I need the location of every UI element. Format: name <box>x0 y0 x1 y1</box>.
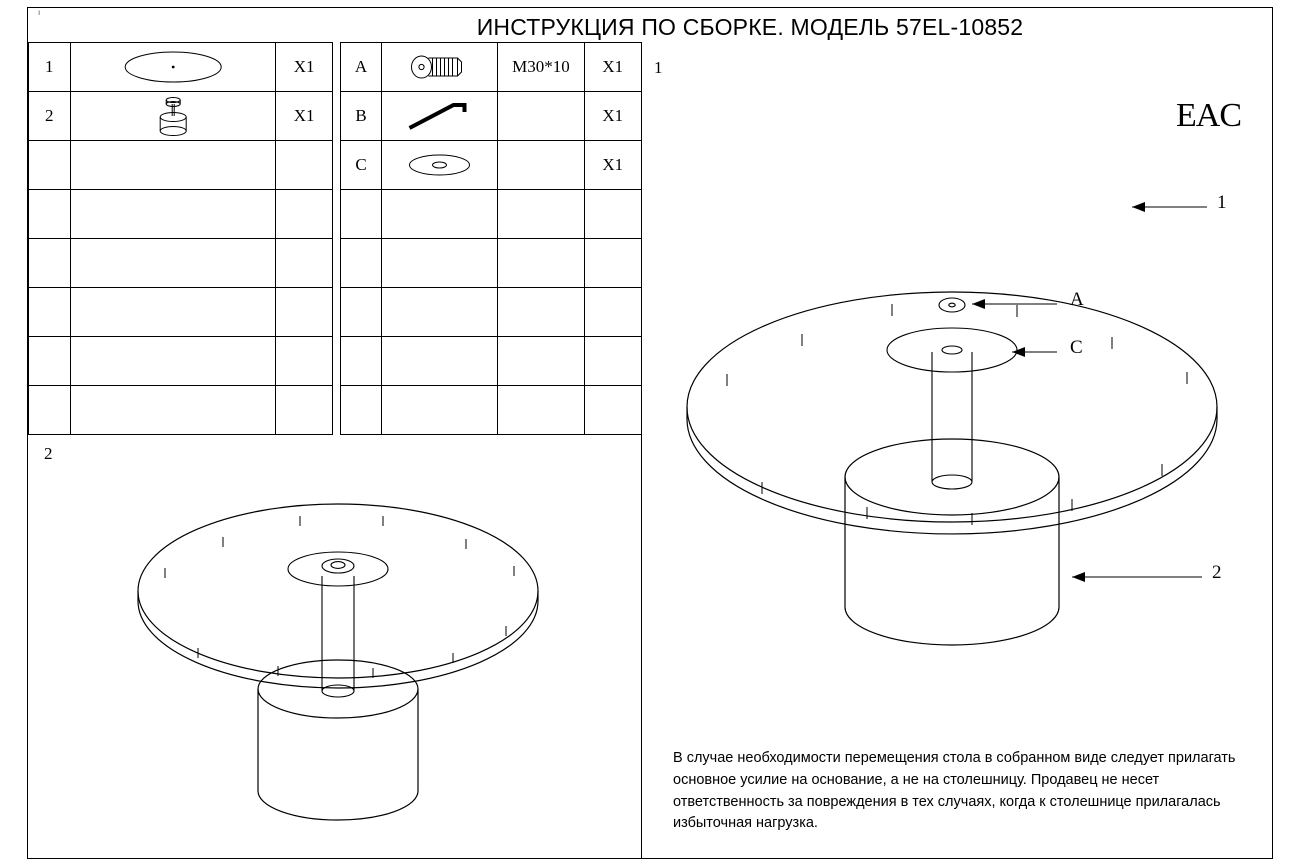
table-row <box>29 239 642 288</box>
eac-mark: EAC <box>1176 97 1241 134</box>
step2-number: 2 <box>44 444 53 463</box>
hardware-qty <box>584 288 642 337</box>
hardware-index: C <box>340 141 382 190</box>
corner-mark: ı <box>38 8 41 17</box>
table-row <box>29 43 642 92</box>
table-row <box>29 141 642 190</box>
hardware-qty <box>584 190 642 239</box>
part-index: 2 <box>29 92 71 141</box>
part-qty <box>275 386 332 435</box>
page-title: ИНСТРУКЦИЯ ПО СБОРКЕ. МОДЕЛЬ 57EL-10852 <box>476 14 1024 40</box>
callout-tabletop: 1 <box>1217 192 1227 213</box>
table-row <box>29 288 642 337</box>
hardware-index: A <box>340 43 382 92</box>
part-index: 1 <box>29 43 71 92</box>
allen-key-icon <box>382 92 498 141</box>
hardware-qty <box>584 239 642 288</box>
hardware-qty: X1 <box>584 43 642 92</box>
base-column-icon <box>70 92 275 141</box>
hardware-qty: X1 <box>584 92 642 141</box>
table-divider <box>333 337 340 386</box>
part-icon-empty <box>70 337 275 386</box>
hardware-spec <box>498 288 584 337</box>
part-qty <box>275 190 332 239</box>
hardware-icon-empty <box>382 386 498 435</box>
part-qty <box>275 239 332 288</box>
part-qty <box>275 141 332 190</box>
hardware-index <box>340 386 382 435</box>
table-divider <box>333 386 340 435</box>
parts-table <box>28 42 642 435</box>
table-divider <box>333 190 340 239</box>
hardware-index <box>340 288 382 337</box>
hardware-spec <box>498 92 584 141</box>
table-divider <box>333 239 340 288</box>
part-index <box>29 337 71 386</box>
callout-bolt: A <box>1070 289 1084 310</box>
hardware-spec <box>498 337 584 386</box>
part-index <box>29 141 71 190</box>
part-icon-empty <box>70 288 275 337</box>
step2-diagram <box>28 446 642 856</box>
hardware-index <box>340 239 382 288</box>
part-icon-empty <box>70 239 275 288</box>
part-index <box>29 239 71 288</box>
hardware-qty: X1 <box>584 141 642 190</box>
part-icon-empty <box>70 190 275 239</box>
part-qty: X1 <box>275 43 332 92</box>
part-index <box>29 288 71 337</box>
hardware-spec <box>498 190 584 239</box>
hardware-icon-empty <box>382 239 498 288</box>
hardware-index: B <box>340 92 382 141</box>
table-divider <box>333 43 340 92</box>
hardware-qty <box>584 386 642 435</box>
hardware-icon-empty <box>382 190 498 239</box>
washer-icon <box>382 141 498 190</box>
part-index <box>29 386 71 435</box>
hardware-spec <box>498 239 584 288</box>
callout-base: 2 <box>1212 562 1222 583</box>
hardware-icon-empty <box>382 288 498 337</box>
step1-number: 1 <box>654 58 663 77</box>
hardware-spec <box>498 141 584 190</box>
table-row <box>29 190 642 239</box>
table-divider <box>333 141 340 190</box>
bolt-icon <box>382 43 498 92</box>
table-divider <box>333 288 340 337</box>
callout-washer: C <box>1070 337 1083 358</box>
part-qty <box>275 337 332 386</box>
hardware-spec: M30*10 <box>498 43 584 92</box>
step1-panel <box>642 42 1273 859</box>
tabletop-ellipse-icon <box>70 43 275 92</box>
hardware-spec <box>498 386 584 435</box>
warning-note: В случае необходимости перемещения стола в собранном виде следует прилагать основное усилие на основание, а не на столешницу. Продавец не несет ответственность за повреждения в тех случаях, когда к столешнице прилагалась избыточная нагрузка. <box>673 750 1236 832</box>
part-icon-empty <box>70 141 275 190</box>
hardware-index <box>340 337 382 386</box>
table-row <box>29 92 642 141</box>
part-qty <box>275 288 332 337</box>
part-qty: X1 <box>275 92 332 141</box>
step1-diagram <box>642 52 1273 752</box>
hardware-icon-empty <box>382 337 498 386</box>
table-row <box>29 386 642 435</box>
table-row <box>29 337 642 386</box>
table-divider <box>333 92 340 141</box>
hardware-qty <box>584 337 642 386</box>
step2-panel <box>28 432 642 859</box>
part-index <box>29 190 71 239</box>
part-icon-empty <box>70 386 275 435</box>
hardware-index <box>340 190 382 239</box>
